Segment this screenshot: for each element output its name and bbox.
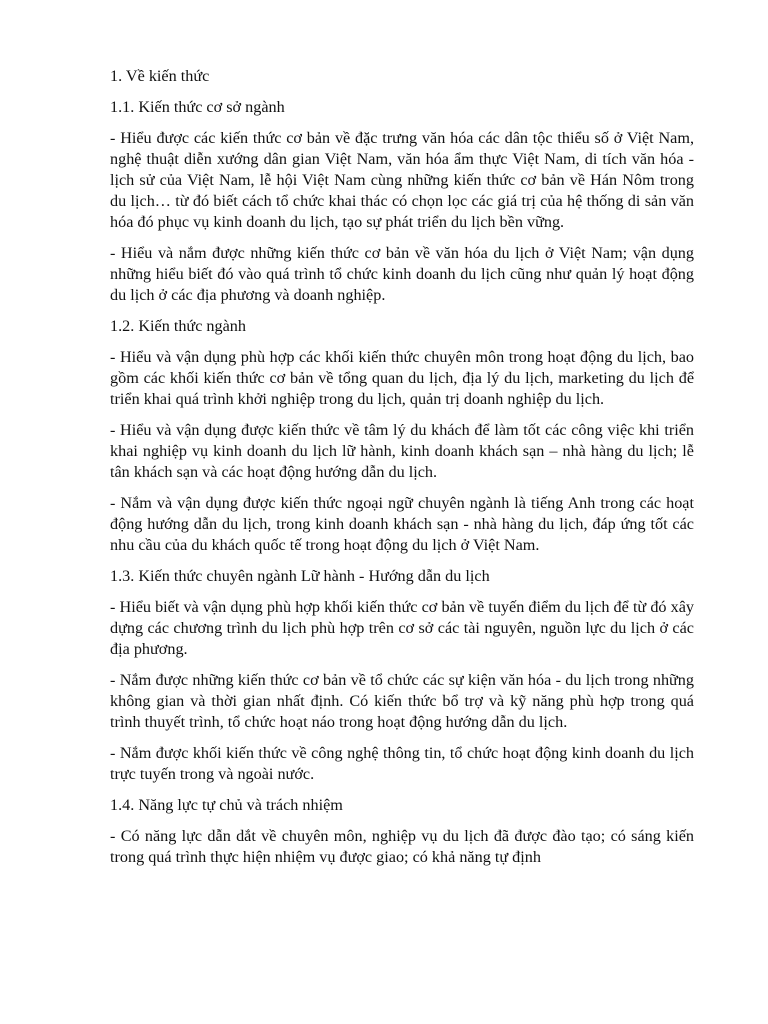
- heading-specialized-knowledge: 1.3. Kiến thức chuyên ngành Lữ hành - Hướng dẫn du lịch: [110, 567, 490, 585]
- paragraph: - Có năng lực dẫn dắt về chuyên môn, nghiệp vụ du lịch đã được đào tạo; có sáng kiến trong quá trình thực hiện nhiệm vụ được giao; có khả năng tự định: [110, 827, 694, 866]
- paragraph: - Hiểu và vận dụng được kiến thức về tâm lý du khách để làm tốt các công việc khi triển khai nghiệp vụ kinh doanh du lịch lữ hành, kinh doanh khách sạn – nhà hàng du lịch; lễ tân khách sạn và các hoạt động hướng dẫn du lịch.: [110, 421, 694, 481]
- paragraph: - Hiểu biết và vận dụng phù hợp khối kiến thức cơ bản về tuyến điểm du lịch để từ đó xây dựng các chương trình du lịch phù hợp trên cơ sở các tài nguyên, nguồn lực du lịch ở các địa phương.: [110, 598, 694, 658]
- paragraph: - Nắm và vận dụng được kiến thức ngoại ngữ chuyên ngành là tiếng Anh trong các hoạt động hướng dẫn du lịch, trong kinh doanh khách sạn - nhà hàng du lịch, đáp ứng tốt các nhu cầu của du khách quốc tế trong hoạt động du lịch ở Việt Nam.: [110, 494, 694, 554]
- heading-knowledge: 1. Về kiến thức: [110, 67, 210, 85]
- heading-autonomy-responsibility: 1.4. Năng lực tự chủ và trách nhiệm: [110, 796, 343, 814]
- paragraph: - Nắm được khối kiến thức về công nghệ thông tin, tổ chức hoạt động kinh doanh du lịch trực tuyến trong và ngoài nước.: [110, 744, 694, 783]
- heading-field-knowledge: 1.2. Kiến thức ngành: [110, 317, 246, 335]
- paragraph: - Hiểu và vận dụng phù hợp các khối kiến thức chuyên môn trong hoạt động du lịch, bao gồm các khối kiến thức cơ bản về tổng quan du lịch, địa lý du lịch, marketing du lịch để triển khai quá trình khởi nghiệp trong du lịch, quản trị doanh nghiệp du lịch.: [110, 348, 694, 408]
- heading-foundation-knowledge: 1.1. Kiến thức cơ sở ngành: [110, 98, 285, 116]
- paragraph: - Nắm được những kiến thức cơ bản về tổ chức các sự kiện văn hóa - du lịch trong những không gian và thời gian nhất định. Có kiến thức bổ trợ và kỹ năng phù hợp trong quá trình thuyết trình, tổ chức hoạt náo trong hoạt động hướng dẫn du lịch.: [110, 671, 694, 731]
- document-page: [110, 66, 694, 878]
- paragraph: - Hiểu và nắm được những kiến thức cơ bản về văn hóa du lịch ở Việt Nam; vận dụng những hiểu biết đó vào quá trình tổ chức kinh doanh du lịch cũng như quản lý hoạt động du lịch ở các địa phương và doanh nghiệp.: [110, 244, 694, 304]
- paragraph: - Hiểu được các kiến thức cơ bản về đặc trưng văn hóa các dân tộc thiểu số ở Việt Nam, nghệ thuật diễn xướng dân gian Việt Nam, văn hóa ẩm thực Việt Nam, di tích văn hóa - lịch sử của Việt Nam, lễ hội Việt Nam cùng những kiến thức cơ bản về Hán Nôm trong du lịch… từ đó biết cách tổ chức khai thác có chọn lọc các giá trị của hệ thống di sản văn hóa đó phục vụ kinh doanh du lịch, tạo sự phát triển du lịch bền vững.: [110, 129, 694, 231]
